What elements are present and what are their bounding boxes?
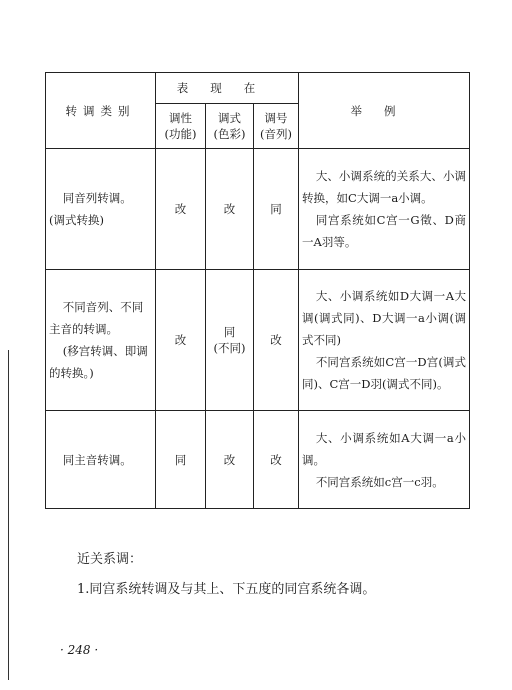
row2-example-line2: 不同宫系统如C宫一D宫(调式同)、C宫一D羽(调式不同)。 — [302, 355, 467, 391]
row2-mode-value: 同 — [223, 325, 236, 339]
row1-example — [299, 149, 470, 270]
scan-edge-left — [8, 350, 9, 680]
row1-example-line2: 同宫系统如C宫一G徵、D商一A羽等。 — [302, 213, 467, 249]
table-row — [46, 270, 470, 411]
list-item-1: 1.同宫系统转调及与其上、下五度的同宫系统各调。 — [77, 582, 376, 597]
row2-tonality: 改 — [156, 270, 206, 411]
page-number: · 248 · — [60, 643, 99, 657]
row3-example-line1: 大、小调系统如A大调一a小调。 — [302, 430, 467, 467]
row2-type — [46, 270, 156, 411]
header-tonality-line2: (功能) — [164, 127, 197, 141]
row1-mode: 改 — [206, 149, 254, 270]
header-mode-line1: 调式 — [218, 111, 241, 125]
header-signature-line1: 调号 — [264, 111, 288, 125]
row1-type — [46, 149, 156, 270]
table-row — [46, 411, 470, 509]
row2-type-line1: 不同音列、不同主音的转调。 — [49, 300, 144, 336]
header-signature-line2: (音列) — [260, 127, 292, 141]
row3-example — [299, 411, 470, 509]
row2-signature: 改 — [254, 270, 299, 411]
row2-example — [299, 270, 470, 411]
row2-mode-note: (不同) — [213, 341, 246, 355]
row1-example-line1: 大、小调系统的关系大、小调转换，如C大调一a小调。 — [302, 169, 467, 205]
row2-example-line1: 大、小调系统如D大调一A大调(调式同)、D大调一a小调(调式不同) — [302, 289, 467, 347]
header-manifested-in: 表现在 — [156, 73, 299, 104]
header-tonality-line1: 调性 — [169, 111, 192, 125]
row2-mode — [206, 270, 254, 411]
row3-type — [46, 411, 156, 509]
header-signature — [254, 104, 299, 149]
modulation-table — [45, 72, 470, 509]
header-example: 举例 — [299, 73, 470, 149]
header-category: 转调类别 — [46, 73, 156, 149]
row1-signature: 同 — [254, 149, 299, 270]
row1-type-line1: 同音列转调。 — [62, 191, 132, 205]
row1-type-line2: (调式转换) — [49, 213, 104, 227]
header-mode — [206, 104, 254, 149]
row3-signature: 改 — [254, 411, 299, 509]
row2-type-line2: (移宫转调、即调的转换。) — [49, 344, 148, 380]
row3-mode: 改 — [206, 411, 254, 509]
row3-type-line1: 同主音转调。 — [62, 452, 132, 467]
header-tonality — [156, 104, 206, 149]
section-heading: 近关系调： — [77, 552, 143, 567]
table-row — [46, 149, 470, 270]
row3-tonality: 同 — [156, 411, 206, 509]
header-mode-line2: (色彩) — [213, 127, 246, 141]
row1-tonality: 改 — [156, 149, 206, 270]
row3-example-line2: 不同宫系统如c宫一c羽。 — [315, 474, 444, 489]
